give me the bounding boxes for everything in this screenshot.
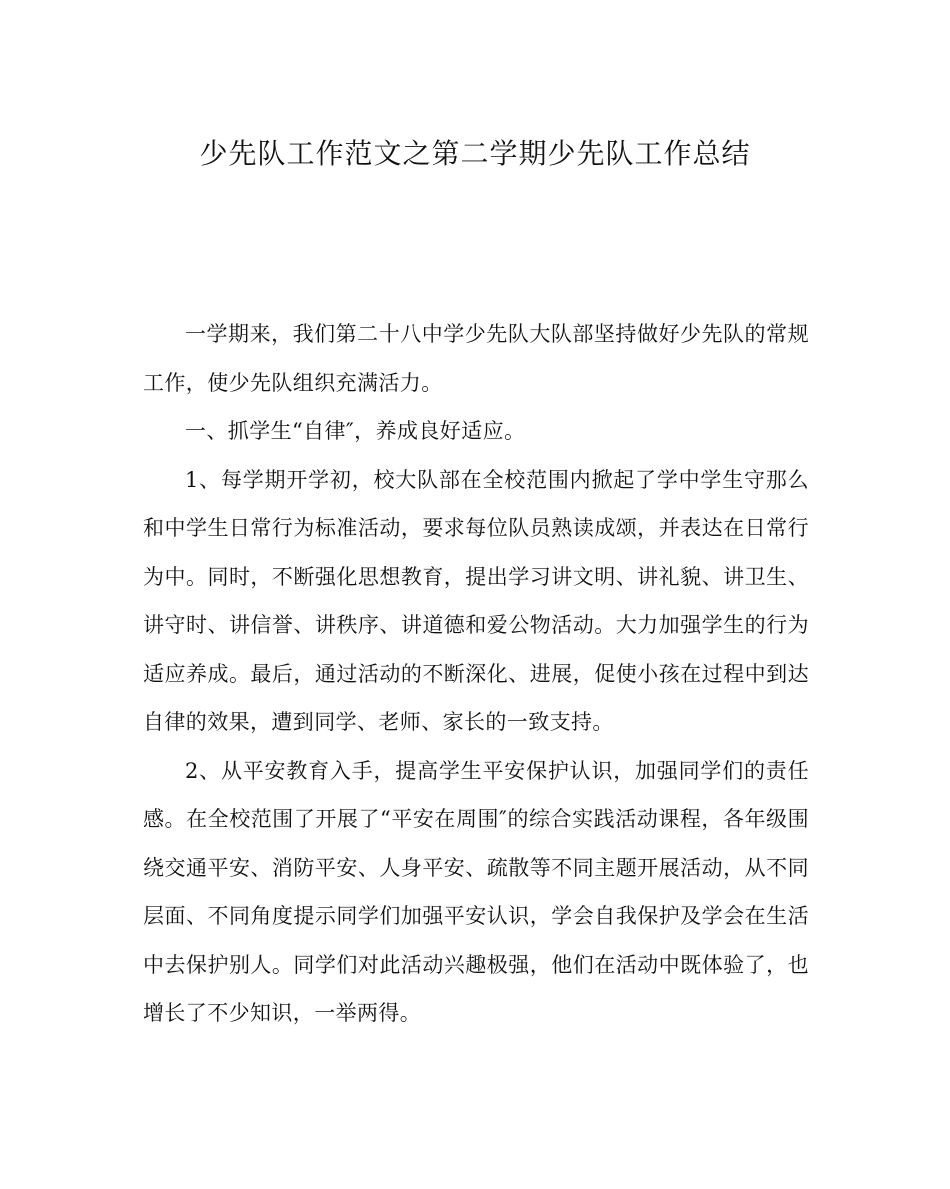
- paragraph-item-2: 2、从平安教育入手，提高学生平安保护认识，加强同学们的责任感。在全校范围了开展了“平安在周围″的综合实践活动课程，各年级围绕交通平安、消防平安、人身平安、疏散等不同主题开展活动，从不同层面、不同角度提示同学们加强平安认识，学会自我保护及学会在生活中去保护别人。同学们对此活动兴趣极强，他们在活动中既体验了，也增长了不少知识，一举两得。: [143, 758, 809, 1025]
- paragraph-item-1: 1、每学期开学初，校大队部在全校范围内掀起了学中学生守那么和中学生日常行为标准活动，要求每位队员熟读成颂，并表达在日常行为中。同时，不断强化思想教育，提出学习讲文明、讲礼貌、讲卫生、讲守时、讲信誉、讲秩序、讲道德和爱公物活动。大力加强学生的行为适应养成。最后，通过活动的不断深化、进展，促使小孩在过程中到达自律的效果，遭到同学、老师、家长的一致支持。: [143, 467, 809, 734]
- document-title: 少先队工作范文之第二学期少先队工作总结: [199, 137, 751, 170]
- document-body: [143, 310, 809, 1038]
- paragraph-section-heading: 一、抓学生“自律″，养成良好适应。: [185, 419, 526, 443]
- paragraph-intro: 一学期来，我们第二十八中学少先队大队部坚持做好少先队的常规工作，使少先队组织充满活力。: [143, 322, 809, 395]
